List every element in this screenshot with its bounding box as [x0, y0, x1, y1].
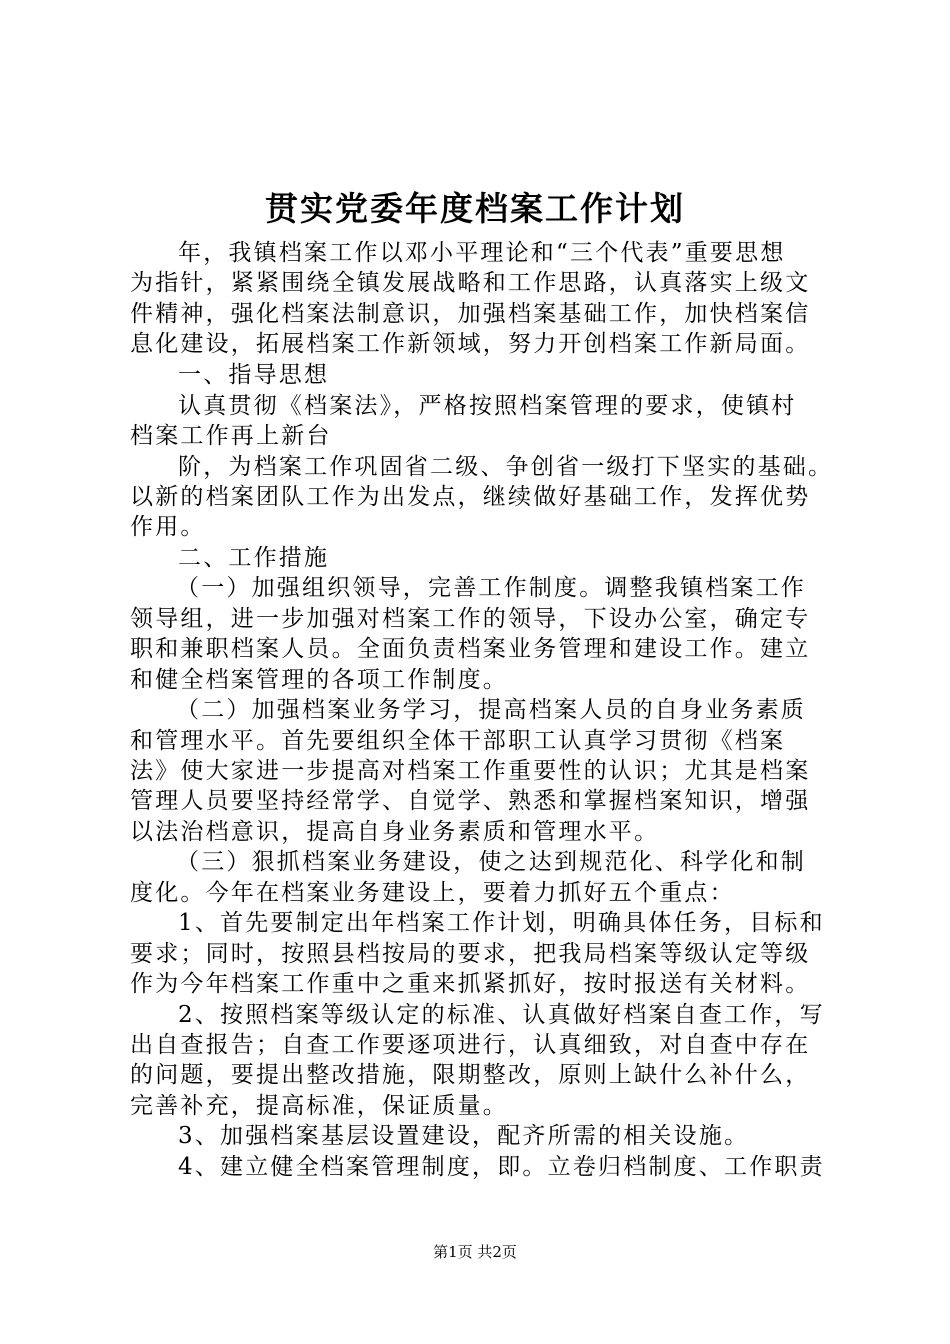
body-line: 3、加强档案基层设置建设，配齐所需的相关设施。 [178, 1123, 750, 1149]
page-title: 贯实党委年度档案工作计划 [265, 189, 685, 228]
body-line: 职和兼职档案人员。全面负责档案业务管理和建设工作。建立 [130, 636, 811, 662]
body-line: 档案工作再上新台 [130, 423, 332, 449]
body-line: 以法治档意识，提高自身业务素质和管理水平。 [130, 819, 660, 845]
body-line: 度化。今年在档案业务建设上，要着力抓好五个重点： [130, 880, 735, 906]
body-line: 和健全档案管理的各项工作制度。 [130, 667, 508, 693]
body-line: （三）狠抓档案业务建设，使之达到规范化、科学化和制 [176, 849, 806, 875]
body-line: 2、按照档案等级认定的标准、认真做好档案自查工作，写 [178, 1002, 825, 1028]
body-line: （一）加强组织领导，完善工作制度。调整我镇档案工作 [176, 575, 806, 601]
body-line: 作用。 [130, 514, 206, 540]
body-line: 阶，为档案工作巩固省二级、争创省一级打下坚实的基础。 [178, 454, 834, 480]
body-line: 认真贯彻《档案法》，严格按照档案管理的要求，使镇村 [178, 393, 797, 419]
body-line: 管理人员要坚持经常学、自觉学、熟悉和掌握档案知识，增强 [130, 788, 811, 814]
body-line: 的问题，要提出整改措施，限期整改，原则上缺什么补什么， [130, 1062, 811, 1088]
body-line: 和管理水平。首先要组织全体干部职工认真学习贯彻《档案 [130, 728, 786, 754]
body-line: 为指针，紧紧围绕全镇发展战略和工作思路，认真落实上级文 [130, 270, 811, 296]
body-line: 领导组，进一步加强对档案工作的领导，下设办公室，确定专 [130, 606, 811, 632]
body-line: 息化建设，拓展档案工作新领域，努力开创档案工作新局面。 [130, 331, 811, 357]
body-line: 完善补充，提高标准，保证质量。 [130, 1093, 508, 1119]
body-line: 4、建立健全档案管理制度，即。立卷归档制度、工作职责 [178, 1154, 825, 1180]
body-line: 件精神，强化档案法制意识，加强档案基础工作，加快档案信 [130, 301, 811, 327]
section-heading: 一、指导思想 [178, 362, 330, 388]
body-line: 法》使大家进一步提高对档案工作重要性的认识；尤其是档案 [130, 758, 811, 784]
body-line: 作为今年档案工作重中之重来抓紧抓好，按时报送有关材料。 [130, 971, 811, 997]
body-line: （二）加强档案业务学习，提高档案人员的自身业务素质 [176, 697, 806, 723]
body-line: 要求；同时，按照县档按局的要求，把我局档案等级认定等级 [130, 941, 811, 967]
body-line: 以新的档案团队工作为出发点，继续做好基础工作，发挥优势 [130, 484, 811, 510]
page-footer: 第1页 共2页 [433, 1243, 517, 1261]
body-line: 1、首先要制定出年档案工作计划，明确具体任务，目标和 [178, 910, 825, 936]
body-line: 出自查报告；自查工作要逐项进行，认真细致，对自查中存在 [130, 1032, 811, 1058]
body-line: 年，我镇档案工作以邓小平理论和“三个代表”重要思想 [178, 240, 786, 266]
section-heading: 二、工作措施 [178, 545, 330, 571]
